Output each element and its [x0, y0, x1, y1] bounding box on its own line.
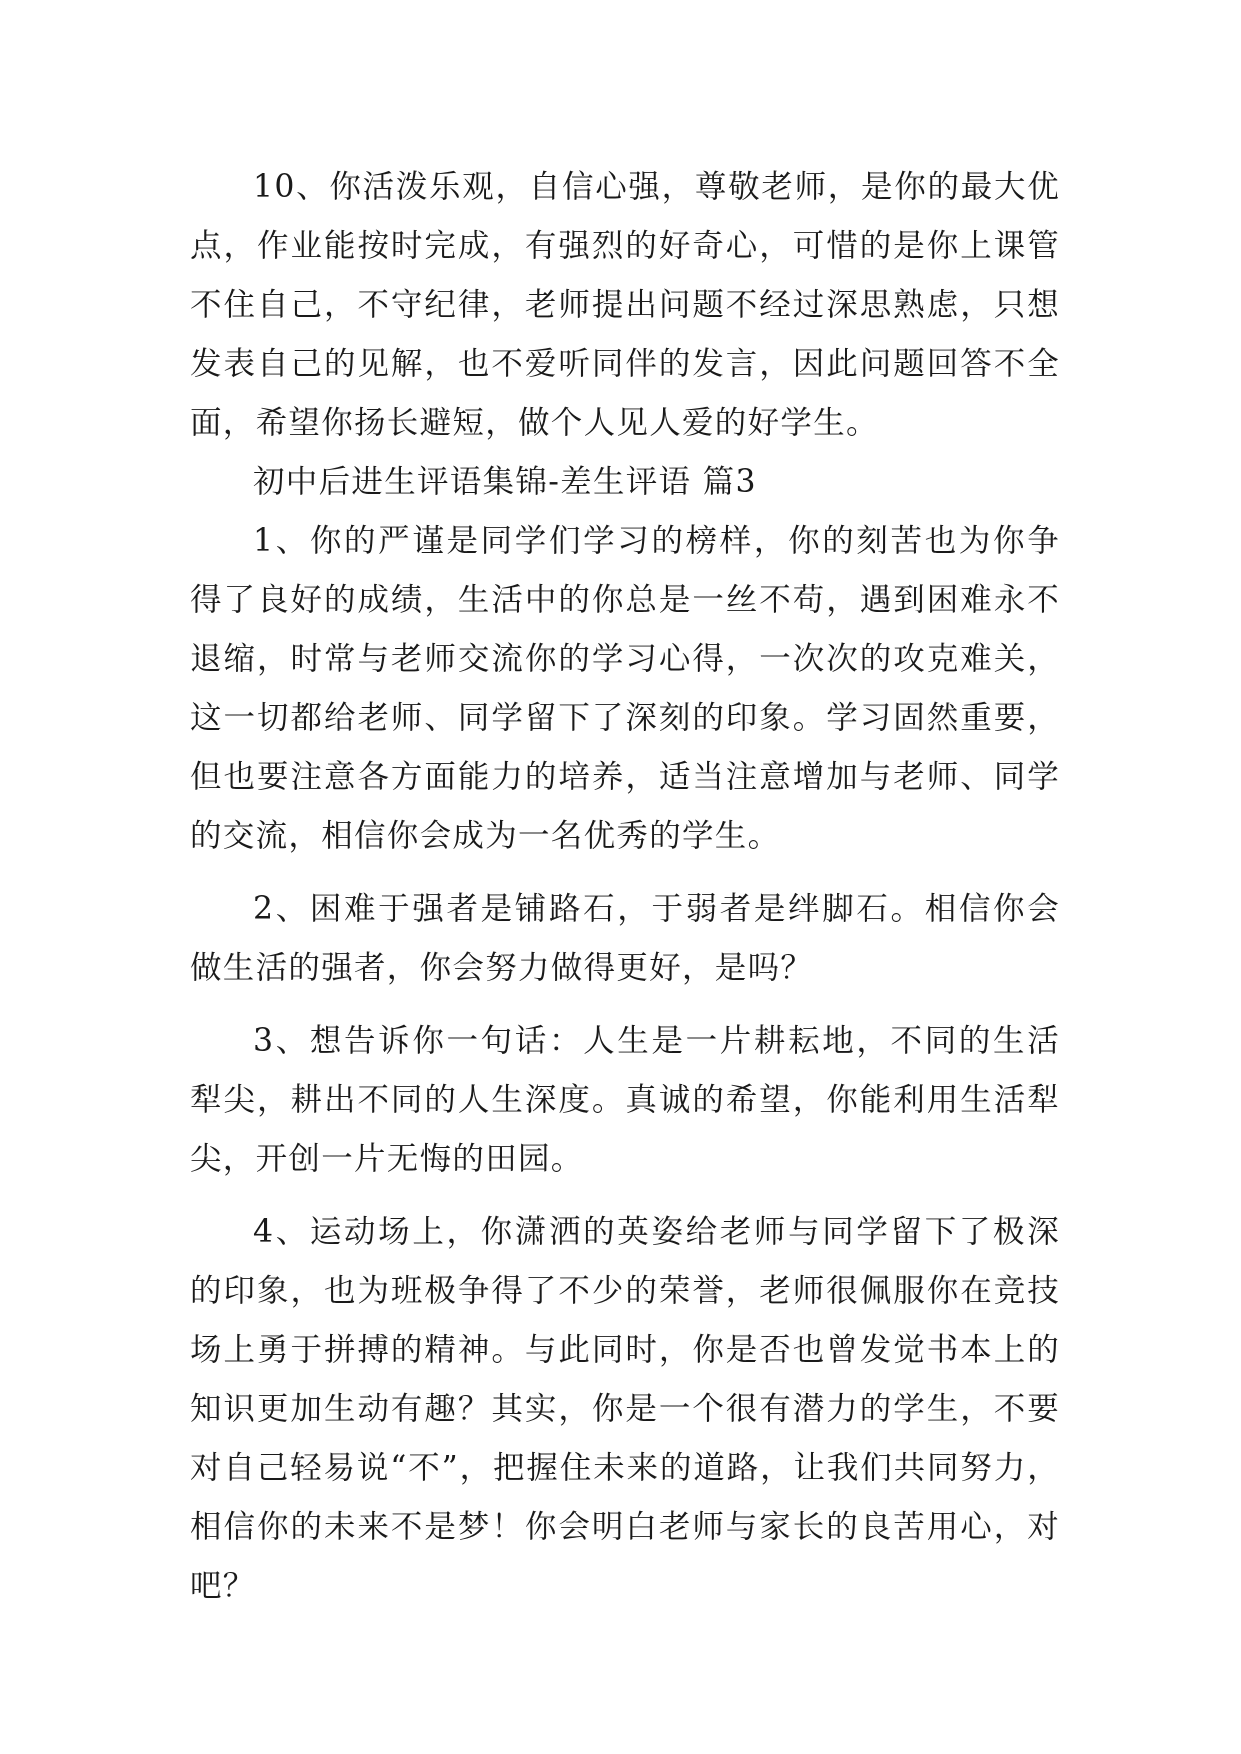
- comment-item-4: 4、运动场上，你潇洒的英姿给老师与同学留下了极深的印象，也为班极争得了不少的荣誉，老师很佩服你在竞技场上勇于拼搏的精神。与此同时，你是否也曾发觉书本上的知识更加生动有趣？其实，你是一个很有潜力的学生，不要对自己轻易说“不”，把握住未来的道路，让我们共同努力，相信你的未来不是梦！你会明白老师与家长的良苦用心，对吧？: [190, 1214, 1060, 1604]
- comment-item-1: 1、你的严谨是同学们学习的榜样，你的刻苦也为你争得了良好的成绩，生活中的你总是一丝不苟，遇到困难永不退缩，时常与老师交流你的学习心得，一次次的攻克难关，这一切都给老师、同学留下了深刻的印象。学习固然重要，但也要注意各方面能力的培养，适当注意增加与老师、同学的交流，相信你会成为一名优秀的学生。: [190, 523, 1060, 854]
- paragraph-10: 10、你活泼乐观，自信心强，尊敬老师，是你的最大优点，作业能按时完成，有强烈的好奇心，可惜的是你上课管不住自己，不守纪律，老师提出问题不经过深思熟虑，只想发表自己的见解，也不爱听同伴的发言，因此问题回答不全面，希望你扬长避短，做个人见人爱的好学生。: [190, 169, 1060, 441]
- comment-item-2: 2、困难于强者是铺路石，于弱者是绊脚石。相信你会做生活的强者，你会努力做得更好，是吗？: [190, 891, 1060, 986]
- document-body: [190, 158, 1060, 1616]
- section-heading: 初中后进生评语集锦-差生评语 篇3: [253, 464, 757, 500]
- comment-item-3: 3、想告诉你一句话：人生是一片耕耘地，不同的生活犁尖，耕出不同的人生深度。真诚的希望，你能利用生活犁尖，开创一片无悔的田园。: [190, 1023, 1060, 1177]
